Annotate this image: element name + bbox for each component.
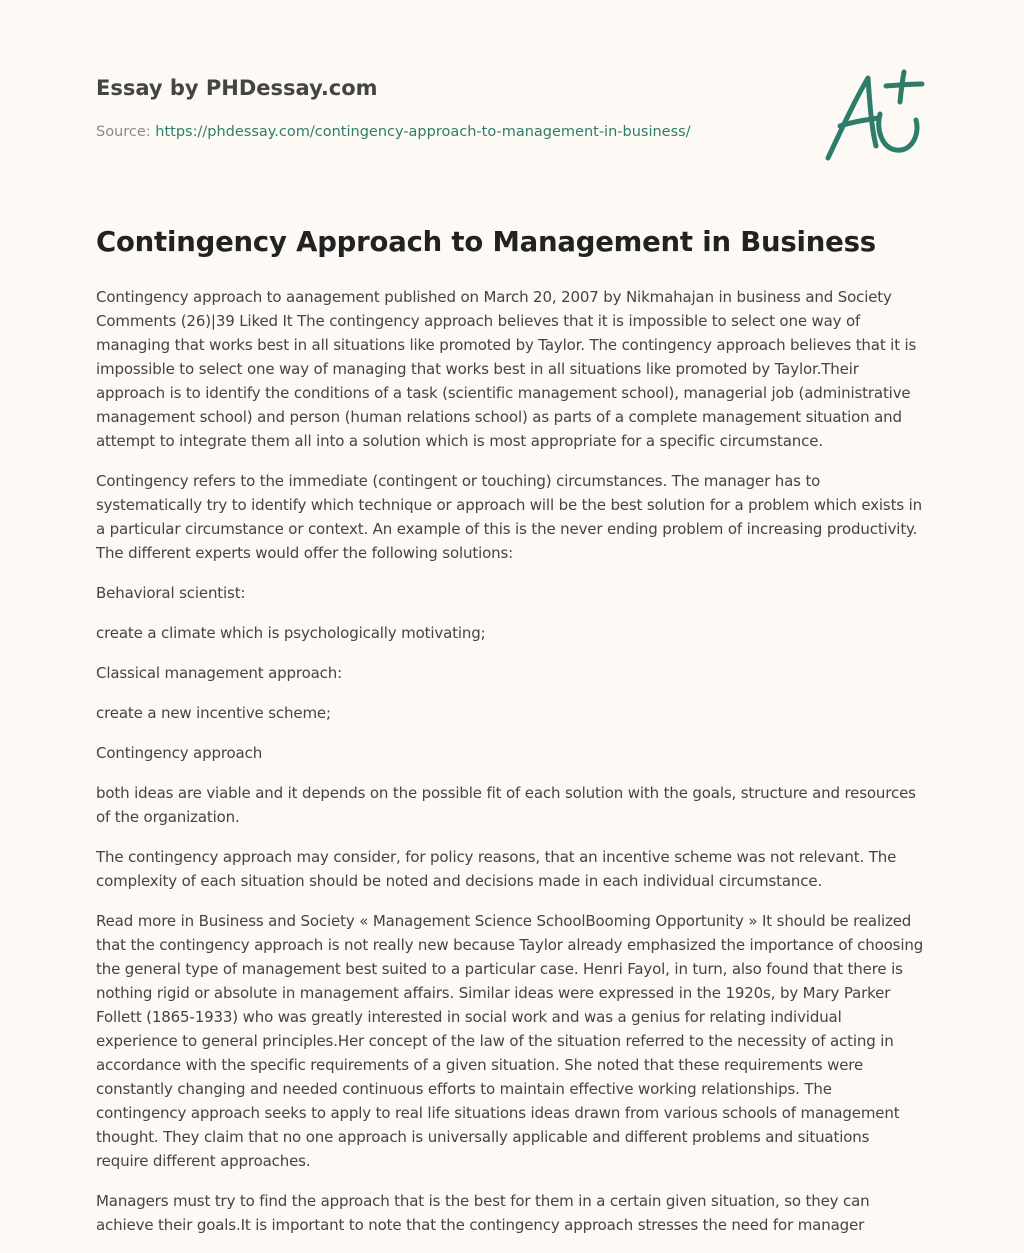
essay-title: Contingency Approach to Management in Business [96,226,876,258]
paragraph: Read more in Business and Society « Management Science SchoolBooming Opportunity » It should be realized that the contingency approach is not really new because Taylor already emphasized the importance of choosing the general type of management best suited to a particular case. Henri Fayol, in turn, also found that there is nothing rigid or absolute in management affairs. Similar ideas were expressed in the 1920s, by Mary Parker Follett (1865-1933) who was greatly interested in social work and was a genius for relating individual experience to general principles.Her concept of the law of the situation referred to the necessity of acting in accordance with the specific requirements of a given situation. She noted that these requirements were constantly changing and needed continuous efforts to maintain effective working relationships. The contingency approach seeks to apply to real life situations ideas drawn from various schools of management thought. They claim that no one approach is universally applicable and different problems and situations require different approaches. [96,912,924,1170]
paragraph: Contingency refers to the immediate (contingent or touching) circumstances. The manager has to systematically try to identify which technique or approach will be the best solution for a problem which exists in a particular circumstance or context. An example of this is the never ending problem of increasing productivity. The different experts would offer the following solutions: [96,472,922,562]
paragraph: create a climate which is psychologically motivating; [96,624,486,642]
source-link[interactable]: https://phdessay.com/contingency-approach-to-management-in-business/ [155,124,691,140]
paragraph: Classical management approach: [96,664,343,682]
paragraph: The contingency approach may consider, for policy reasons, that an incentive scheme was not relevant. The complexity of each situation should be noted and decisions made in each individual circumstance. [96,848,897,890]
essay-body [96,285,924,1253]
paragraph: both ideas are viable and it depends on the possible fit of each solution with the goals, structure and resources of the organization. [96,784,916,826]
source-line [96,124,691,140]
paragraph: Contingency approach to aanagement published on March 20, 2007 by Nikmahajan in business and Society Comments (26)|39 Liked It The contingency approach believes that it is impossible to select one way of managing that works best in all situations like promoted by Taylor. The contingency approach believes that it is impossible to select one way of managing that works best in all situations like promoted by Taylor.Their approach is to identify the conditions of a task (scientific management school), managerial job (administrative management school) and person (human relations school) as parts of a complete management situation and attempt to integrate them all into a solution which is most appropriate for a specific circumstance. [96,288,917,450]
paragraph: Behavioral scientist: [96,584,246,602]
a-plus-logo-icon [820,68,930,164]
paragraph: create a new incentive scheme; [96,704,331,722]
paragraph: Managers must try to find the approach that is the best for them in a certain given situation, so they can achieve their goals.It is important to note that the contingency approach stresses the need for manager [96,1192,870,1234]
paragraph: Contingency approach [96,744,263,762]
source-label: Source: [96,124,151,140]
site-title: Essay by PHDessay.com [96,76,378,100]
